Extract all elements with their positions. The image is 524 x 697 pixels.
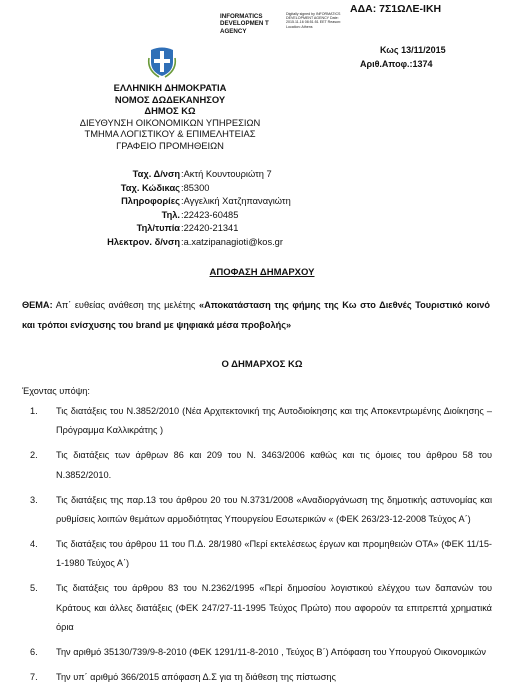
greek-coat-of-arms-icon (147, 44, 177, 78)
decision-title: ΑΠΟΦΑΣΗ ΔΗΜΑΡΧΟΥ (209, 267, 315, 278)
item-number: 1. (30, 406, 38, 416)
contact-value: :Ακτή Κουντουριώτη 7 (181, 169, 272, 179)
item-text: Την αριθμό 35130/739/9-8-2010 (ΦΕΚ 1291/11-8-2010 , Τεύχος Β΄) Απόφαση του Υπουργού Οικονομικών (56, 646, 486, 657)
list-item (22, 491, 492, 530)
letterhead (55, 82, 285, 152)
item-text: Τις διατάξεις των άρθρων 86 και 209 του Ν. 3463/2006 καθώς και τις όμοιες του άρθρου 58 του Ν.3852/2010. (56, 450, 492, 480)
list-item (22, 446, 492, 485)
contact-label: Ταχ. Κώδικας (120, 182, 180, 193)
legal-basis-list (22, 402, 492, 693)
item-text: Τις διατάξεις του Ν.3852/2010 (Νέα Αρχιτεκτονική της Αυτοδιοίκησης και της Αποκεντρωμένης Διοίκησης –Πρόγραμμα Καλλικράτης ) (56, 406, 492, 436)
letterhead-prefecture: ΝΟΜΟΣ ΔΩΔΕΚΑΝΗΣΟΥ (114, 93, 226, 105)
contact-value: :22420-21341 (181, 223, 239, 234)
item-number: 7. (30, 671, 38, 682)
item-number: 6. (30, 646, 38, 657)
decision-number: Αριθ.Αποφ.:1374 (360, 59, 433, 69)
contact-value: :Αγγελική Χατζηπαναγιώτη (181, 196, 291, 207)
letterhead-directorate: ΔΙΕΥΘΥΝΣΗ ΟΙΚΟΝΟΜΙΚΩΝ ΥΠΗΡΕΣΙΩΝ (79, 116, 261, 128)
considering-label: Έχοντας υπόψη: (22, 386, 90, 396)
list-item (22, 643, 492, 662)
list-item (22, 579, 492, 637)
letterhead-municipality: ΔΗΜΟΣ ΚΩ (144, 105, 196, 117)
item-number: 5. (30, 583, 38, 594)
subject-study-title: «Αποκατάσταση της φήμης της Κω στο Διεθνές Τουριστικό κοινό και τρόποι ενίσχυσης του brand με ψηφιακά μέσα προβολής» (22, 300, 490, 330)
letterhead-country: ΕΛΛΗΝΙΚΗ ΔΗΜΟΚΡΑΤΙΑ (113, 82, 227, 93)
ada-code: ΑΔΑ: 7Σ1ΩΛΕ-ΙΚΗ (350, 3, 442, 15)
document-date: Κως 13/11/2015 (380, 45, 446, 55)
item-number: 3. (30, 494, 38, 505)
list-item (22, 402, 492, 441)
signature-organization: INFORMATICS DEVELOPMEN T AGENCY (220, 13, 269, 35)
contact-label: Ηλεκτρον. δ/νση (107, 236, 180, 247)
contact-label: Πληροφορίες (121, 196, 180, 207)
signature-details: Digitally signed by INFORMATICS DEVELOPMENT AGENCY Date: 2015.11.16 08:51:51 EET Reason: Location: Athens (286, 12, 342, 29)
subject-label: ΘΕΜΑ: (22, 300, 53, 310)
item-text: Τις διατάξεις του άρθρου 83 του Ν.2362/1995 «Περί δημοσίου λογιστικού ελέγχου των δαπανών του Κράτους και άλλες διατάξεις (ΦΕΚ 247/27-11-1995 Τεύχος Πρώτο) που αφορούν τα επιτρεπτά χρηματικά όρια (56, 583, 492, 633)
item-text: Την υπ΄ αριθμό 366/2015 απόφαση Δ.Σ για τη διάθεση της πίστωσης (56, 671, 336, 682)
contact-label: Ταχ. Δ/νση (132, 169, 180, 179)
contact-value: :85300 (181, 182, 210, 193)
letterhead-office: ΓΡΑΦΕΙΟ ΠΡΟΜΗΘΕΙΩΝ (116, 139, 224, 151)
item-text: Τις διατάξεις της παρ.13 του άρθρου 20 του Ν.3731/2008 «Αναδιοργάνωση της δημοτικής αστυνομίας και ρυθμίσεις λοιπών θεμάτων αρμοδιότητας Υπουργείου Εσωτερικών « (ΦΕΚ 263/23-12-2008 Τεύχος Α΄) (56, 494, 492, 525)
contact-label: Τηλ. (161, 209, 180, 220)
mayor-heading: Ο ΔΗΜΑΡΧΟΣ ΚΩ (221, 359, 303, 370)
contact-value: :22423-60485 (181, 209, 239, 220)
item-number: 4. (30, 538, 38, 549)
contact-value: :a.xatzipanagioti@kos.gr (181, 236, 283, 247)
subject-paragraph (22, 295, 490, 335)
item-number: 2. (30, 450, 38, 461)
item-text: Τις διατάξεις του άρθρου 11 του Π.Δ. 28/1980 «Περί εκτελέσεως έργων και προμηθειών ΟΤΑ» (ΦΕΚ 11/15-1-1980 Τεύχος Α΄) (56, 538, 492, 569)
letterhead-department: ΤΜΗΜΑ ΛΟΓΙΣΤΙΚΟΥ & ΕΠΙΜΕΛΗΤΕΙΑΣ (84, 128, 256, 140)
subject-text: Απ΄ ευθείας ανάθεση της μελέτης (52, 300, 199, 310)
list-item (22, 535, 492, 574)
contact-label: Τηλ/τυπία (136, 223, 180, 234)
list-item (22, 668, 492, 687)
